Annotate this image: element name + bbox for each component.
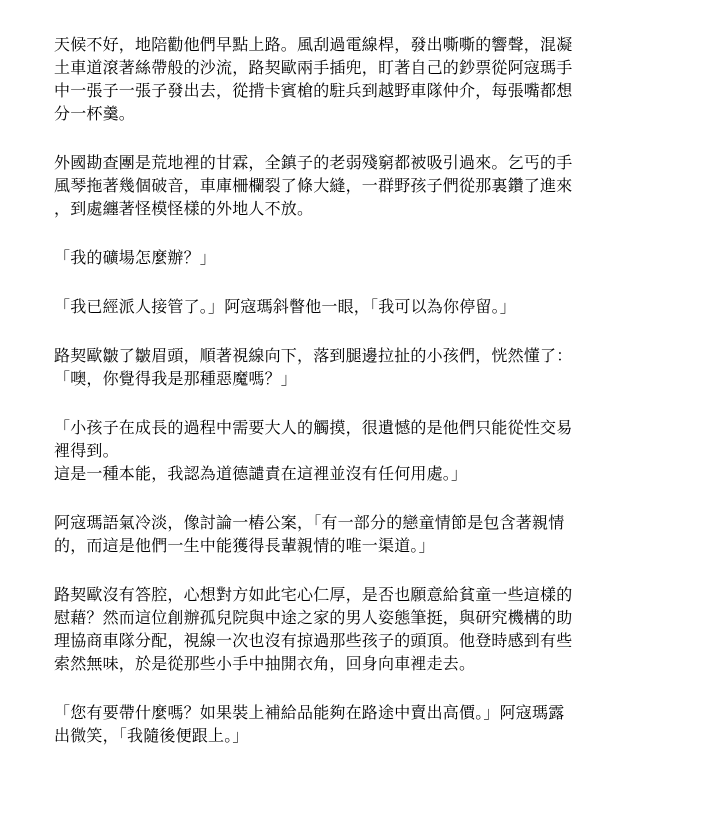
text-line: 阿寇瑪語氣冷淡，像討論一樁公案，「有一部分的戀童情節是包含著親情	[54, 513, 565, 532]
paragraph	[54, 151, 675, 220]
text-line: 風琴拖著幾個破音，車庫柵欄裂了條大縫，一群野孩子們從那裏鑽了進來	[54, 176, 573, 195]
paragraph	[54, 511, 675, 557]
paragraph	[54, 416, 675, 485]
text-line: 路契歐皺了皺眉頭，順著視線向下，落到腿邊拉扯的小孩們，恍然懂了：	[54, 346, 573, 365]
text-line: 「小孩子在成長的過程中需要大人的觸摸，很遺憾的是他們只能從性交易	[54, 418, 573, 437]
text-line: 外國勘查團是荒地裡的甘霖，全鎮子的老弱殘窮都被吸引過來。乞丐的手	[54, 153, 573, 172]
text-line: 「我已經派人接管了。」阿寇瑪斜瞥他一眼，「我可以為你停留。」	[54, 297, 517, 316]
text-line: 索然無味，於是從那些小手中抽開衣角，回身向車裡走去。	[54, 654, 476, 673]
text-line: 這是一種本能，我認為道德譴責在這裡並沒有任何用處。」	[54, 464, 468, 483]
text-line: 土車道滾著絲帶般的沙流，路契歐兩手插兜，盯著自己的鈔票從阿寇瑪手	[54, 58, 573, 77]
text-line: 路契歐沒有答腔，心想對方如此宅心仁厚，是否也願意給貧童一些這樣的	[54, 585, 573, 604]
text-line: 「您有要帶什麼嗎？如果裝上補給品能夠在路途中賣出高價。」阿寇瑪露	[54, 703, 565, 722]
text-line: ，到處纏著怪模怪樣的外地人不放。	[54, 199, 314, 218]
paragraph	[54, 295, 675, 318]
text-line: 「我的礦場怎麼辦？」	[54, 248, 217, 267]
paragraph	[54, 583, 675, 675]
text-line: 慰藉？然而這位創辦孤兒院與中途之家的男人姿態筆挺，與研究機構的助	[54, 608, 573, 627]
text-line: 「噢，你覺得我是那種惡魔嗎？」	[54, 369, 298, 388]
text-line: 中一張子一張子發出去，從揹卡賓槍的駐兵到越野車隊仲介，每張嘴都想	[54, 81, 573, 100]
text-line: 的，而這是他們一生中能獲得長輩親情的唯一渠道。」	[54, 536, 435, 555]
text-line: 出微笑，「我隨後便跟上。」	[54, 726, 249, 745]
paragraph	[54, 246, 675, 269]
text-line: 天候不好，地陪勸他們早點上路。風刮過電線桿，發出嘶嘶的響聲，混凝	[54, 35, 573, 54]
text-line: 理協商車隊分配，視線一次也沒有掠過那些孩子的頭頂。他登時感到有些	[54, 631, 573, 650]
text-line: 裡得到。	[54, 441, 119, 460]
paragraph	[54, 701, 675, 747]
paragraph	[54, 33, 675, 125]
paragraph	[54, 344, 675, 390]
text-line: 分一杯羹。	[54, 104, 136, 123]
